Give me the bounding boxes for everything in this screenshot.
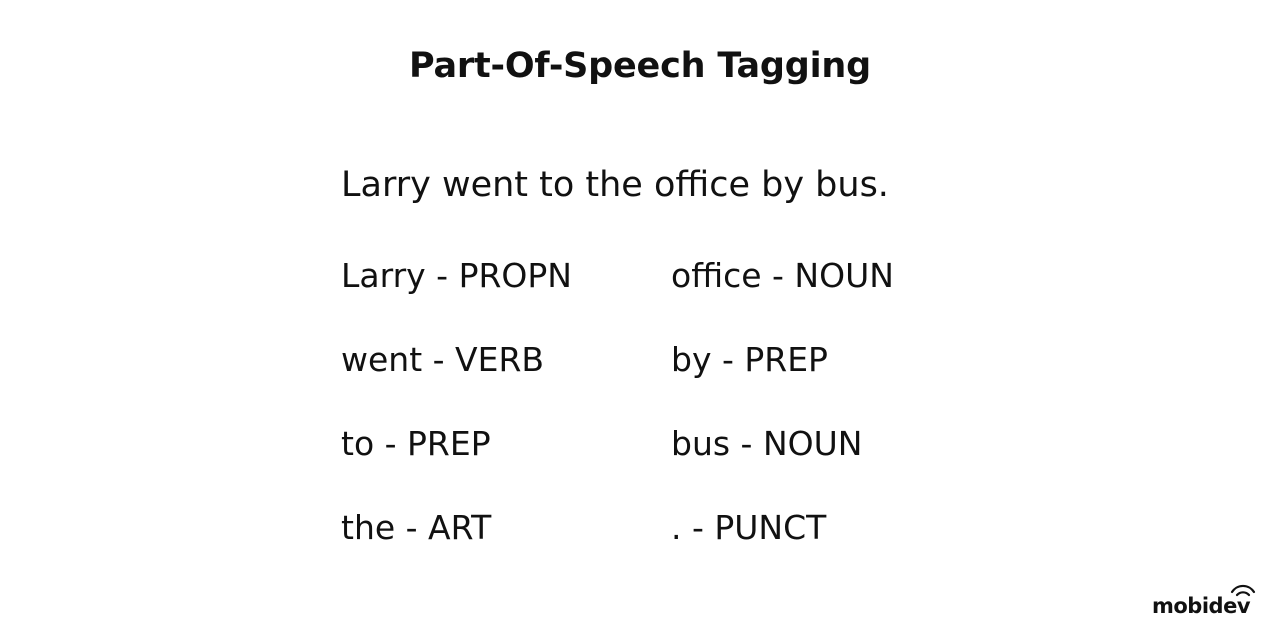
pos-tag-item: to - PREP xyxy=(341,424,491,463)
pos-tag-item: went - VERB xyxy=(341,340,545,379)
logo-text: mobidev xyxy=(1152,594,1251,618)
page-title: Part-Of-Speech Tagging xyxy=(409,46,871,86)
pos-tag-item: by - PREP xyxy=(671,340,828,379)
table-row xyxy=(341,424,981,508)
pos-tag-item: Larry - PROPN xyxy=(341,256,572,295)
table-row xyxy=(341,508,981,592)
pos-tag-item: the - ART xyxy=(341,508,492,547)
pos-tag-list xyxy=(341,256,981,592)
example-sentence: Larry went to the office by bus. xyxy=(341,165,889,205)
pos-tag-item: . - PUNCT xyxy=(671,508,827,547)
pos-tag-item: office - NOUN xyxy=(671,256,894,295)
table-row xyxy=(341,340,981,424)
pos-tag-item: bus - NOUN xyxy=(671,424,863,463)
brand-logo xyxy=(1152,581,1264,621)
table-row xyxy=(341,256,981,340)
